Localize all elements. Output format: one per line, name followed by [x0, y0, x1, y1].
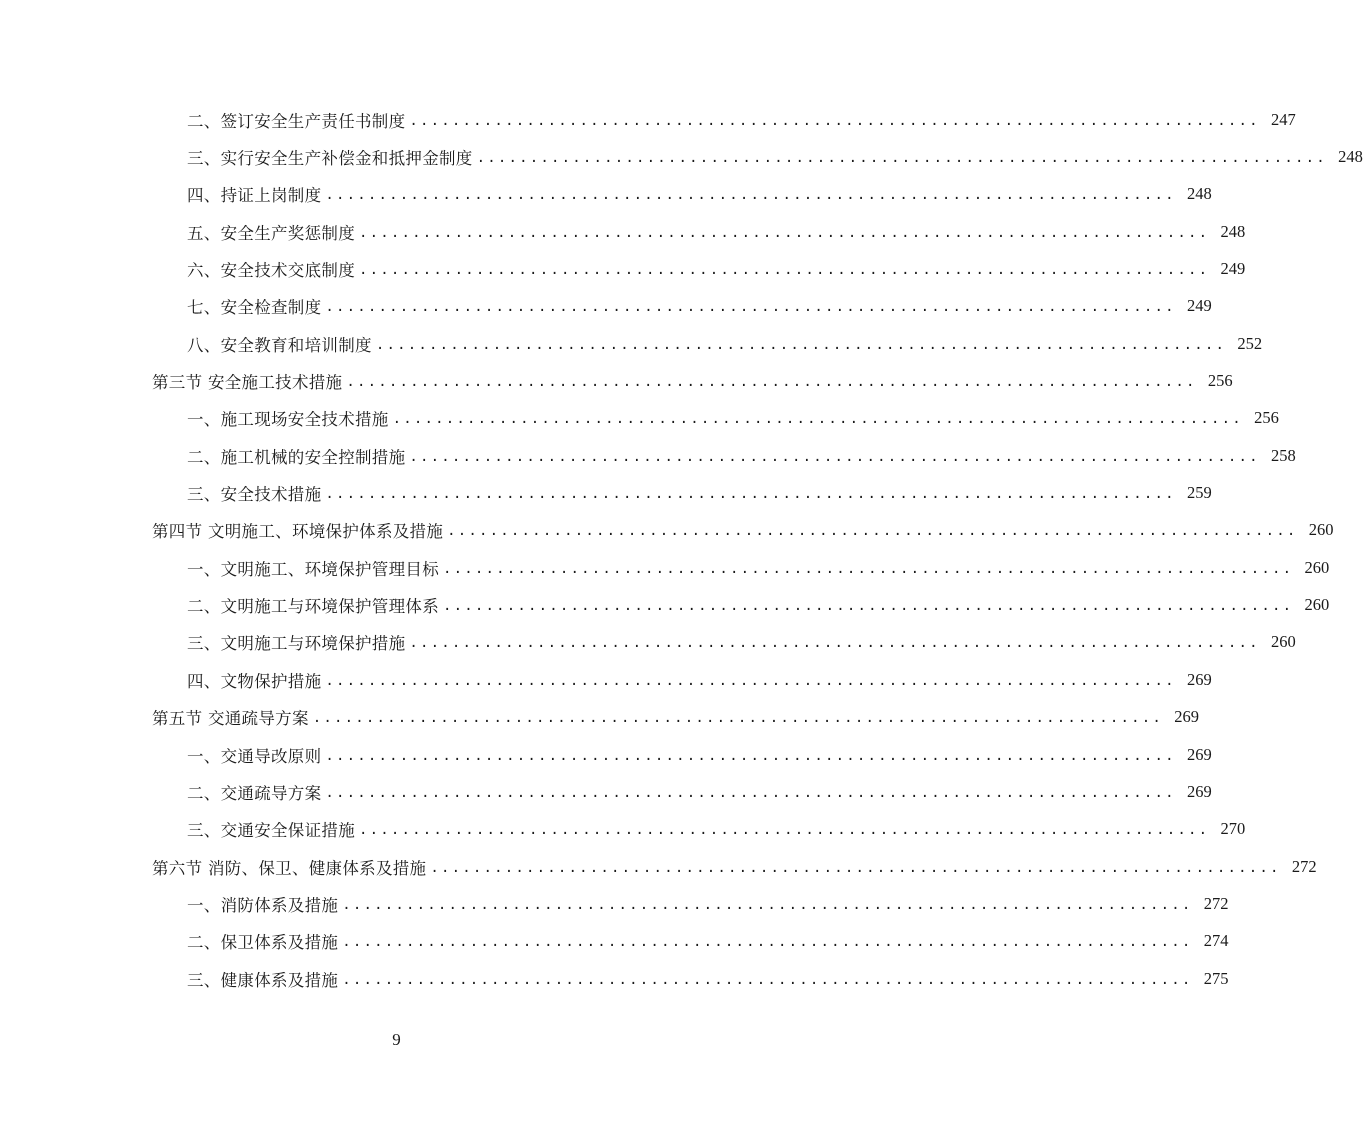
toc-entry-title: 三、安全技术措施	[187, 485, 322, 505]
toc-section-entry[interactable]	[0, 699, 1200, 736]
dot-leader: ................................................................................	[359, 224, 1210, 241]
toc-entry[interactable]	[0, 400, 1279, 437]
toc-entry-page: 260	[1304, 557, 1330, 577]
toc-entry-page: 249	[1220, 259, 1246, 279]
toc-entry-page: 252	[1237, 333, 1263, 353]
toc-entry-page: 247	[1270, 109, 1296, 129]
toc-section-entry[interactable]	[0, 512, 1334, 549]
dot-leader: ................................................................................	[342, 971, 1193, 988]
dot-leader: ................................................................................	[476, 150, 1327, 167]
toc-entry-title: 二、签订安全生产责任书制度	[187, 111, 406, 131]
dot-leader: ................................................................................	[409, 635, 1260, 652]
dot-leader: ................................................................................	[443, 560, 1294, 577]
table-of-contents	[0, 101, 1363, 997]
dot-leader: ................................................................................	[409, 112, 1260, 129]
toc-entry-page: 256	[1254, 408, 1279, 428]
toc-section-entry[interactable]	[0, 848, 1317, 885]
toc-entry[interactable]	[0, 736, 1212, 773]
dot-leader: ................................................................................	[325, 784, 1176, 801]
toc-entry-title: 一、交通导改原则	[187, 746, 322, 766]
toc-entry-page: 258	[1270, 445, 1296, 465]
toc-entry[interactable]	[0, 960, 1229, 997]
toc-entry-page: 269	[1186, 744, 1212, 764]
toc-entry-page: 275	[1203, 968, 1229, 988]
dot-leader: ................................................................................	[325, 187, 1176, 204]
toc-entry-title: 二、保卫体系及措施	[187, 933, 339, 953]
toc-entry-title: 二、施工机械的安全控制措施	[187, 447, 406, 467]
toc-entry[interactable]	[0, 549, 1330, 586]
toc-entry-title: 六、安全技术交底制度	[187, 261, 355, 281]
toc-entry[interactable]	[0, 624, 1296, 661]
toc-entry[interactable]	[0, 138, 1363, 175]
toc-entry-title: 一、文明施工、环境保护管理目标	[187, 559, 439, 579]
toc-entry-title: 八、安全教育和培训制度	[187, 335, 372, 355]
toc-entry[interactable]	[0, 250, 1246, 287]
dot-leader: ................................................................................	[325, 486, 1176, 503]
toc-entry[interactable]	[0, 885, 1229, 922]
toc-entry[interactable]	[0, 586, 1330, 623]
toc-entry-page: 259	[1186, 483, 1212, 503]
dot-leader: ................................................................................	[342, 934, 1193, 951]
toc-entry-title: 五、安全生产奖惩制度	[187, 223, 355, 243]
toc-entry-page: 269	[1186, 781, 1212, 801]
dot-leader: ................................................................................	[325, 672, 1176, 689]
toc-entry-title: 四、文物保护措施	[187, 671, 322, 691]
toc-entry-title: 三、实行安全生产补偿金和抵押金制度	[187, 149, 473, 169]
dot-leader: ................................................................................	[359, 822, 1210, 839]
toc-entry-title: 三、交通安全保证措施	[187, 821, 355, 841]
dot-leader: ................................................................................	[430, 859, 1281, 876]
toc-entry-title: 二、交通疏导方案	[187, 783, 322, 803]
toc-entry-page: 260	[1304, 595, 1330, 615]
toc-entry-page: 270	[1220, 819, 1246, 839]
toc-entry-page: 249	[1186, 296, 1212, 316]
toc-entry-title: 一、施工现场安全技术措施	[187, 410, 389, 430]
toc-entry-page: 260	[1270, 632, 1296, 652]
toc-section-entry[interactable]	[0, 362, 1233, 399]
toc-entry[interactable]	[0, 325, 1263, 362]
dot-leader: ................................................................................	[359, 262, 1210, 279]
dot-leader: ................................................................................	[409, 448, 1260, 465]
toc-entry[interactable]	[0, 437, 1296, 474]
dot-leader: ................................................................................	[392, 411, 1243, 428]
dot-leader: ................................................................................	[342, 896, 1193, 913]
toc-entry-page: 269	[1186, 669, 1212, 689]
toc-entry-page: 272	[1203, 893, 1229, 913]
toc-entry-title: 七、安全检查制度	[187, 298, 322, 318]
toc-entry-page: 272	[1291, 856, 1317, 876]
toc-entry-title: 二、文明施工与环境保护管理体系	[187, 597, 439, 617]
dot-leader: ................................................................................	[325, 747, 1176, 764]
toc-entry[interactable]	[0, 811, 1246, 848]
toc-entry-title: 三、文明施工与环境保护措施	[187, 634, 406, 654]
toc-entry-page: 248	[1220, 221, 1246, 241]
toc-entry-page: 274	[1203, 931, 1229, 951]
toc-entry[interactable]	[0, 773, 1212, 810]
toc-entry[interactable]	[0, 101, 1296, 138]
toc-entry-title: 第四节 文明施工、环境保护体系及措施	[152, 522, 444, 542]
page-number: 9	[392, 1030, 401, 1049]
toc-entry-title: 三、健康体系及措施	[187, 970, 339, 990]
toc-entry-title: 四、持证上岗制度	[187, 186, 322, 206]
dot-leader: ................................................................................	[375, 336, 1227, 353]
dot-leader: ................................................................................	[443, 598, 1294, 615]
toc-entry-page: 269	[1174, 707, 1200, 727]
toc-entry[interactable]	[0, 661, 1212, 698]
toc-entry[interactable]	[0, 213, 1246, 250]
dot-leader: ................................................................................	[346, 374, 1197, 391]
toc-entry-title: 一、消防体系及措施	[187, 895, 339, 915]
toc-entry[interactable]	[0, 923, 1229, 960]
toc-entry-page: 248	[1338, 147, 1363, 167]
dot-leader: ................................................................................	[312, 710, 1164, 727]
toc-entry-title: 第三节 安全施工技术措施	[152, 373, 343, 393]
toc-entry[interactable]	[0, 288, 1212, 325]
toc-entry-title: 第五节 交通疏导方案	[152, 709, 309, 729]
toc-entry[interactable]	[0, 176, 1212, 213]
toc-entry-page: 248	[1186, 184, 1212, 204]
toc-entry-page: 256	[1207, 371, 1233, 391]
dot-leader: ................................................................................	[447, 523, 1298, 540]
toc-entry-title: 第六节 消防、保卫、健康体系及措施	[152, 858, 427, 878]
dot-leader: ................................................................................	[325, 299, 1176, 316]
toc-entry-page: 260	[1308, 520, 1334, 540]
toc-entry[interactable]	[0, 474, 1212, 511]
